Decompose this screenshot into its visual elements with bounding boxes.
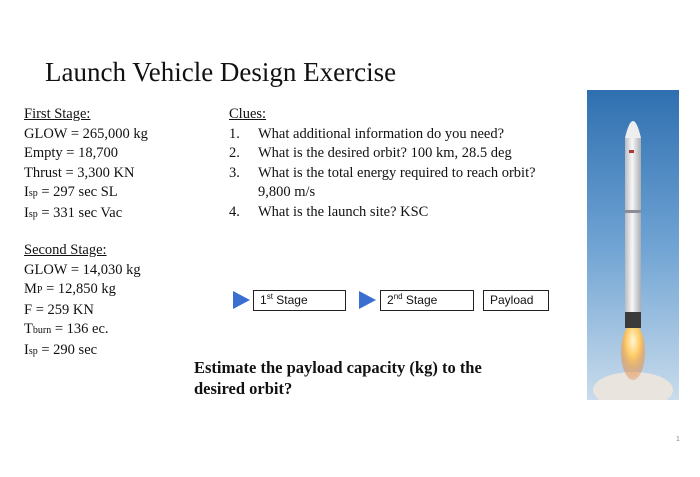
stage1-suffix: st bbox=[266, 292, 273, 301]
stage2-suffix: nd bbox=[393, 292, 403, 301]
stage1-box bbox=[253, 290, 346, 311]
mp-value: = 12,850 kg bbox=[42, 281, 116, 297]
first-stage-thrust: Thrust = 3,300 KN bbox=[24, 164, 135, 181]
clue-number: 2. bbox=[229, 145, 240, 161]
clues-list bbox=[229, 105, 558, 222]
engine-flame bbox=[621, 324, 645, 380]
isp-symbol: I bbox=[24, 204, 29, 221]
tburn-value: = 136 ec. bbox=[51, 321, 109, 337]
stage2-box bbox=[380, 290, 474, 311]
clue-text: What additional information do you need? bbox=[258, 125, 505, 142]
clue-number: 4. bbox=[229, 203, 240, 220]
tburn-symbol: T bbox=[24, 321, 33, 337]
clues-heading: Clues: bbox=[229, 106, 267, 122]
clue-item bbox=[229, 125, 558, 145]
isp-value: = 290 sec bbox=[37, 341, 98, 358]
second-stage-specs bbox=[24, 241, 141, 361]
rocket-body bbox=[625, 138, 641, 328]
first-stage-glow: GLOW = 265,000 kg bbox=[24, 125, 148, 142]
isp-sl-value: = 297 sec SL bbox=[37, 184, 118, 200]
first-stage-specs bbox=[24, 105, 148, 224]
second-stage-f: F = 259 KN bbox=[24, 301, 94, 318]
rocket-aft-section bbox=[625, 312, 641, 328]
second-stage-isp bbox=[24, 341, 141, 362]
second-stage-heading: Second Stage: bbox=[24, 242, 107, 258]
stage2-arrow-icon bbox=[359, 291, 376, 309]
clue-text: What is the total energy required to reach orbit? 9,800 m/s bbox=[258, 164, 536, 200]
mp-subscript: P bbox=[36, 285, 43, 296]
second-stage-mp bbox=[24, 280, 141, 301]
first-stage-isp-vac bbox=[24, 204, 148, 225]
stage1-label: Stage bbox=[272, 293, 308, 307]
isp-subscript: sp bbox=[28, 208, 38, 220]
estimate-question: Estimate the payload capacity (kg) to the desired orbit? bbox=[194, 358, 482, 398]
clue-number: 1. bbox=[229, 125, 240, 142]
stage2-label: Stage bbox=[402, 293, 438, 307]
slide-title: Launch Vehicle Design Exercise bbox=[45, 57, 397, 87]
second-stage-tburn bbox=[24, 320, 141, 341]
first-stage-empty: Empty = 18,700 bbox=[24, 145, 118, 161]
isp-symbol: I bbox=[24, 341, 29, 358]
isp-symbol: I bbox=[24, 184, 29, 200]
clue-item bbox=[229, 164, 558, 203]
clue-text: What is the desired orbit? 100 km, 28.5 deg bbox=[258, 145, 512, 161]
stage-separation-line bbox=[625, 210, 641, 213]
clue-item bbox=[229, 144, 558, 164]
isp-subscript: sp bbox=[28, 188, 38, 199]
first-stage-heading: First Stage: bbox=[24, 106, 91, 122]
tburn-subscript: burn bbox=[32, 325, 52, 336]
clue-item bbox=[229, 203, 558, 223]
rocket-launch-photo bbox=[587, 90, 679, 400]
payload-box: Payload bbox=[483, 290, 549, 311]
stage1-number: 1 bbox=[260, 293, 267, 307]
clue-number: 3. bbox=[229, 164, 240, 181]
stage1-arrow-icon bbox=[233, 291, 250, 309]
isp-subscript: sp bbox=[28, 345, 38, 357]
isp-vac-value: = 331 sec Vac bbox=[37, 204, 123, 221]
flag-marking bbox=[629, 150, 634, 153]
stage2-number: 2 bbox=[387, 293, 394, 307]
second-stage-glow: GLOW = 14,030 kg bbox=[24, 261, 141, 278]
clue-text: What is the launch site? KSC bbox=[258, 203, 429, 220]
page-number: 1 bbox=[676, 436, 680, 443]
first-stage-isp-sl bbox=[24, 183, 148, 204]
mp-symbol: M bbox=[24, 281, 37, 297]
